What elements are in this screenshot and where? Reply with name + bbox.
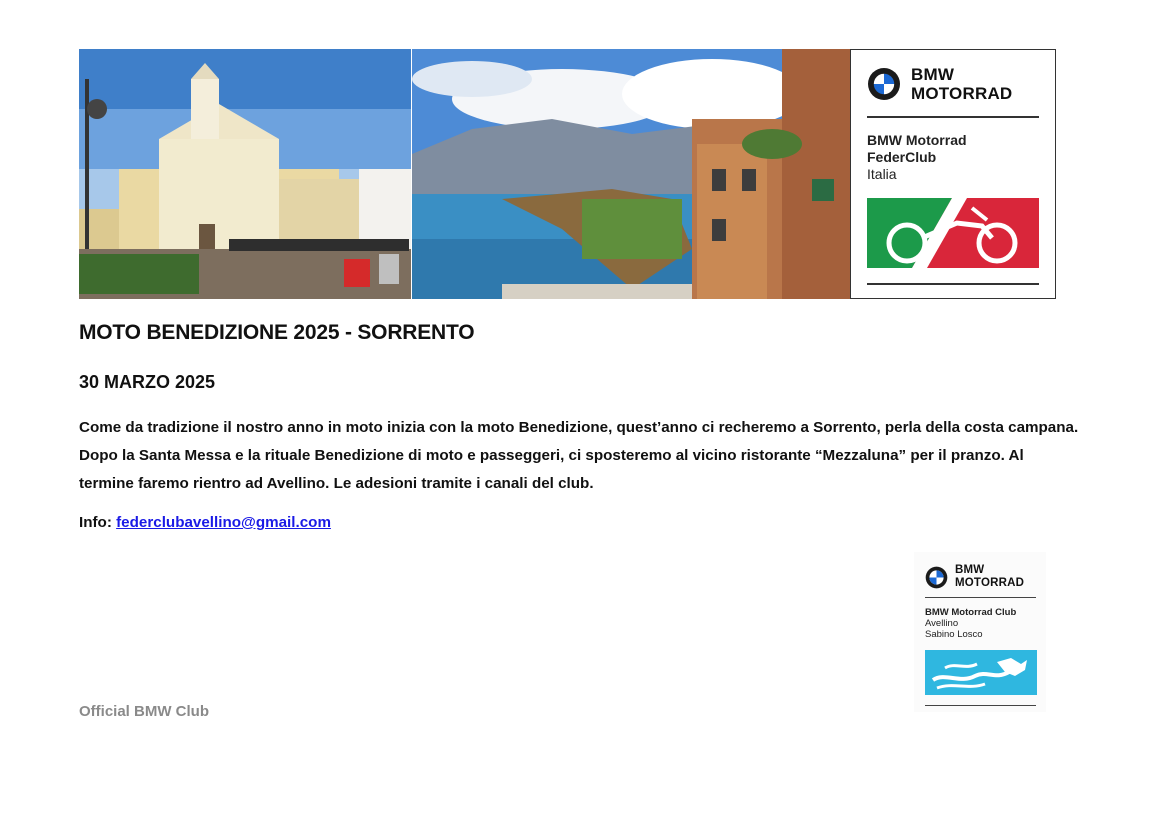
sorrento-coast-photo (412, 49, 850, 299)
wolf-emblem-graphic (925, 650, 1037, 695)
small-brand-line-2: MOTORRAD (955, 577, 1025, 589)
event-title: MOTO BENEDIZIONE 2025 - SORRENTO (79, 321, 475, 344)
small-club-line-3: Sabino Losco (925, 629, 983, 640)
bmw-roundel-icon (925, 566, 948, 589)
italian-flag-motorcycle-graphic (867, 198, 1039, 268)
federclub-name (867, 132, 967, 183)
bmw-brand-mark-small (925, 564, 1024, 590)
bmw-brand-mark (867, 65, 1012, 103)
club-line-3: Italia (867, 166, 897, 182)
footer-official-club: Official BMW Club (79, 703, 209, 720)
event-description: Come da tradizione il nostro anno in moto inizia con la moto Benedizione, quest’anno ci recheremo a Sorrento, perla della costa campana. Dopo la Santa Messa e la rituale Benedizione di moto e passeggeri, ci sposteremo al vicino ristorante “Mezzaluna” per il pranzo. Al termine faremo rientro ad Avellino. Le adesioni tramite i canali del club. (79, 419, 1079, 492)
header-banner (79, 49, 1056, 299)
club-line-2: FederClub (867, 149, 937, 165)
club-line-1: BMW Motorrad (867, 132, 967, 148)
event-date: 30 MARZO 2025 (79, 372, 216, 392)
small-club-line-2: Avellino (925, 618, 959, 629)
brand-line-2: MOTORRAD (911, 84, 1013, 103)
info-label: Info: (79, 514, 117, 531)
panel-bottom-rule (867, 283, 1039, 285)
church-photo (79, 49, 411, 299)
info-email-link[interactable]: federclubavellino@gmail.com (116, 514, 331, 531)
small-brand-line-1: BMW (955, 564, 985, 576)
club-avellino-name (925, 607, 1016, 640)
info-line (79, 514, 331, 531)
bmw-roundel-icon (867, 67, 901, 101)
bmw-motorrad-club-avellino-logo (914, 552, 1046, 712)
panel-divider (867, 116, 1039, 118)
bmw-motorrad-federclub-logo (850, 49, 1056, 299)
small-logo-bottom-rule (925, 705, 1036, 706)
small-club-line-1: BMW Motorrad Club (925, 607, 1017, 618)
brand-line-1: BMW (911, 65, 955, 84)
small-logo-divider (925, 597, 1036, 598)
